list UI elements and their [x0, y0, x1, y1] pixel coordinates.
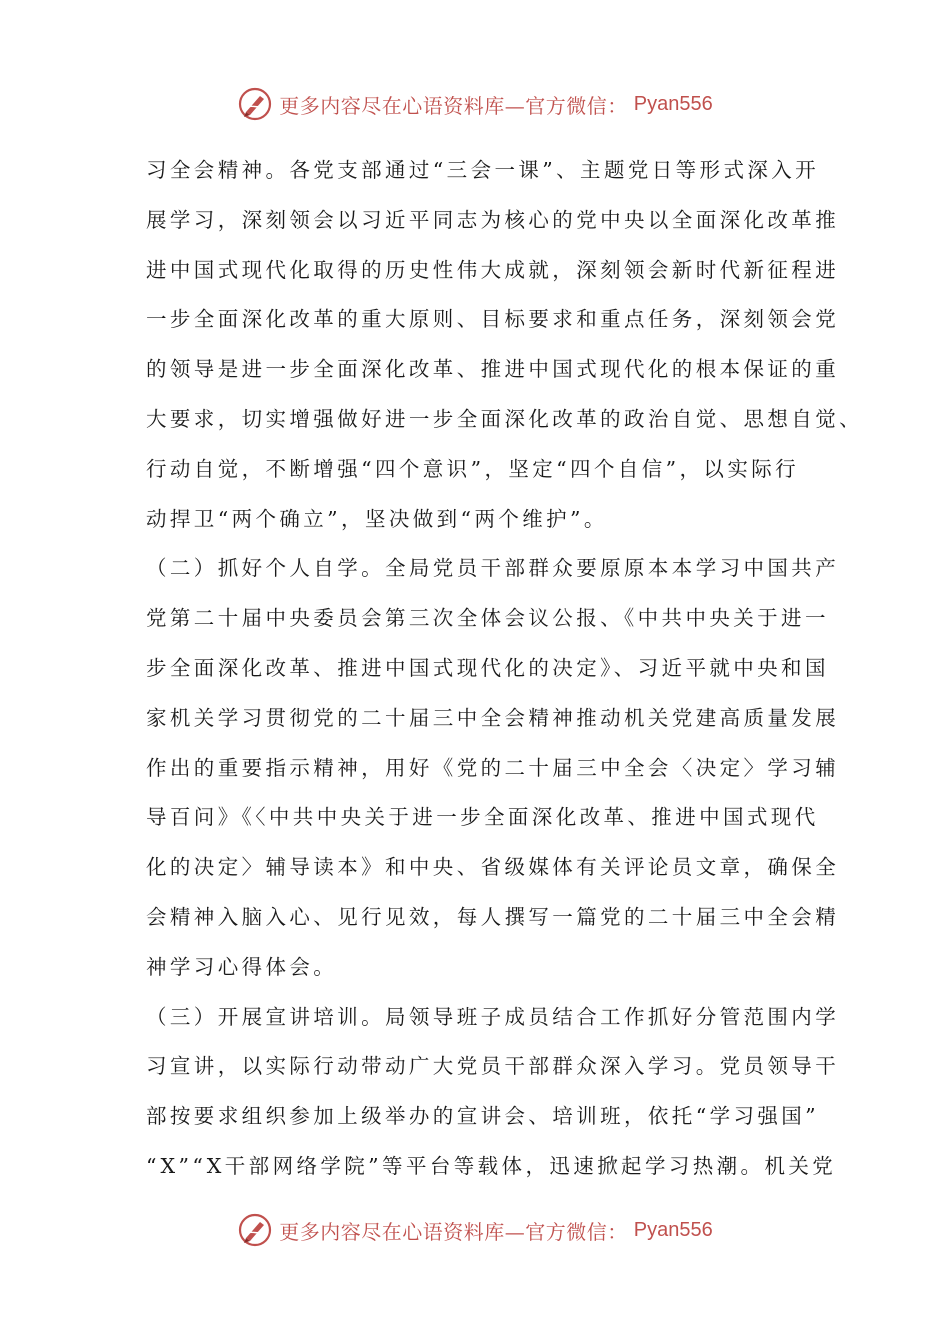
pen-logo-icon: [237, 1212, 273, 1248]
watermark-text: 更多内容尽在心语资料库—官方微信：: [279, 1219, 628, 1244]
text-line: 进中国式现代化取得的历史性伟大成就，深刻领会新时代新征程进: [146, 257, 840, 282]
text-line: 习宣讲，以实际行动带动广大党员干部群众深入学习。党员领导干: [146, 1054, 840, 1079]
text-line: 导百问》《〈中共中央关于进一步全面深化改革、推进中国式现代: [146, 805, 819, 830]
text-line: 行动自觉，不断增强“四个意识”，坚定“四个自信”，以实际行: [146, 456, 800, 481]
text-line: 动捍卫“两个确立”，坚决做到“两个维护”。: [146, 506, 608, 531]
text-line: 一步全面深化改革的重大原则、目标要求和重点任务，深刻领会党: [146, 307, 840, 332]
text-line: 化的决定〉辅导读本》和中央、省级媒体有关评论员文章，确保全: [146, 855, 840, 880]
watermark-text: 更多内容尽在心语资料库—官方微信：: [279, 93, 628, 118]
section-heading-line: （三）开展宣讲培训。局领导班子成员结合工作抓好分管范围内学: [146, 1004, 840, 1029]
document-body: [146, 146, 863, 1192]
text-line: 神学习心得体会。: [146, 954, 338, 979]
text-line: “X”“X干部网络学院”等平台等载体，迅速掀起学习热潮。机关党: [146, 1153, 837, 1178]
text-line: 习全会精神。各党支部通过“三会一课”、主题党日等形式深入开: [146, 158, 820, 182]
text-line: 党第二十届中央委员会第三次全体会议公报、《中共中央关于进一: [146, 606, 829, 631]
watermark-wechat-id: Pyan556: [633, 92, 713, 115]
text-line: 家机关学习贯彻党的二十届三中全会精神推动机关党建高质量发展: [146, 705, 840, 730]
text-line: 会精神入脑入心、见行见效，每人撰写一篇党的二十届三中全会精: [146, 904, 840, 929]
pen-logo-icon: [237, 86, 273, 122]
text-line: 展学习，深刻领会以习近平同志为核心的党中央以全面深化改革推: [146, 207, 840, 232]
footer-watermark: [0, 1210, 950, 1250]
text-line: 大要求，切实增强做好进一步全面深化改革的政治自觉、思想自觉、: [146, 406, 863, 431]
text-line: 的领导是进一步全面深化改革、推进中国式现代化的根本保证的重: [146, 357, 840, 382]
text-line: 部按要求组织参加上级举办的宣讲会、培训班，依托“学习强国”: [146, 1104, 820, 1129]
watermark-wechat-id: Pyan556: [633, 1218, 713, 1241]
text-line: 步全面深化改革、推进中国式现代化的决定》、习近平就中央和国: [146, 655, 829, 680]
header-watermark: [0, 84, 950, 124]
section-heading-line: （二）抓好个人自学。全局党员干部群众要原原本本学习中国共产: [146, 556, 840, 581]
text-line: 作出的重要指示精神，用好《党的二十届三中全会〈决定〉学习辅: [146, 755, 840, 780]
